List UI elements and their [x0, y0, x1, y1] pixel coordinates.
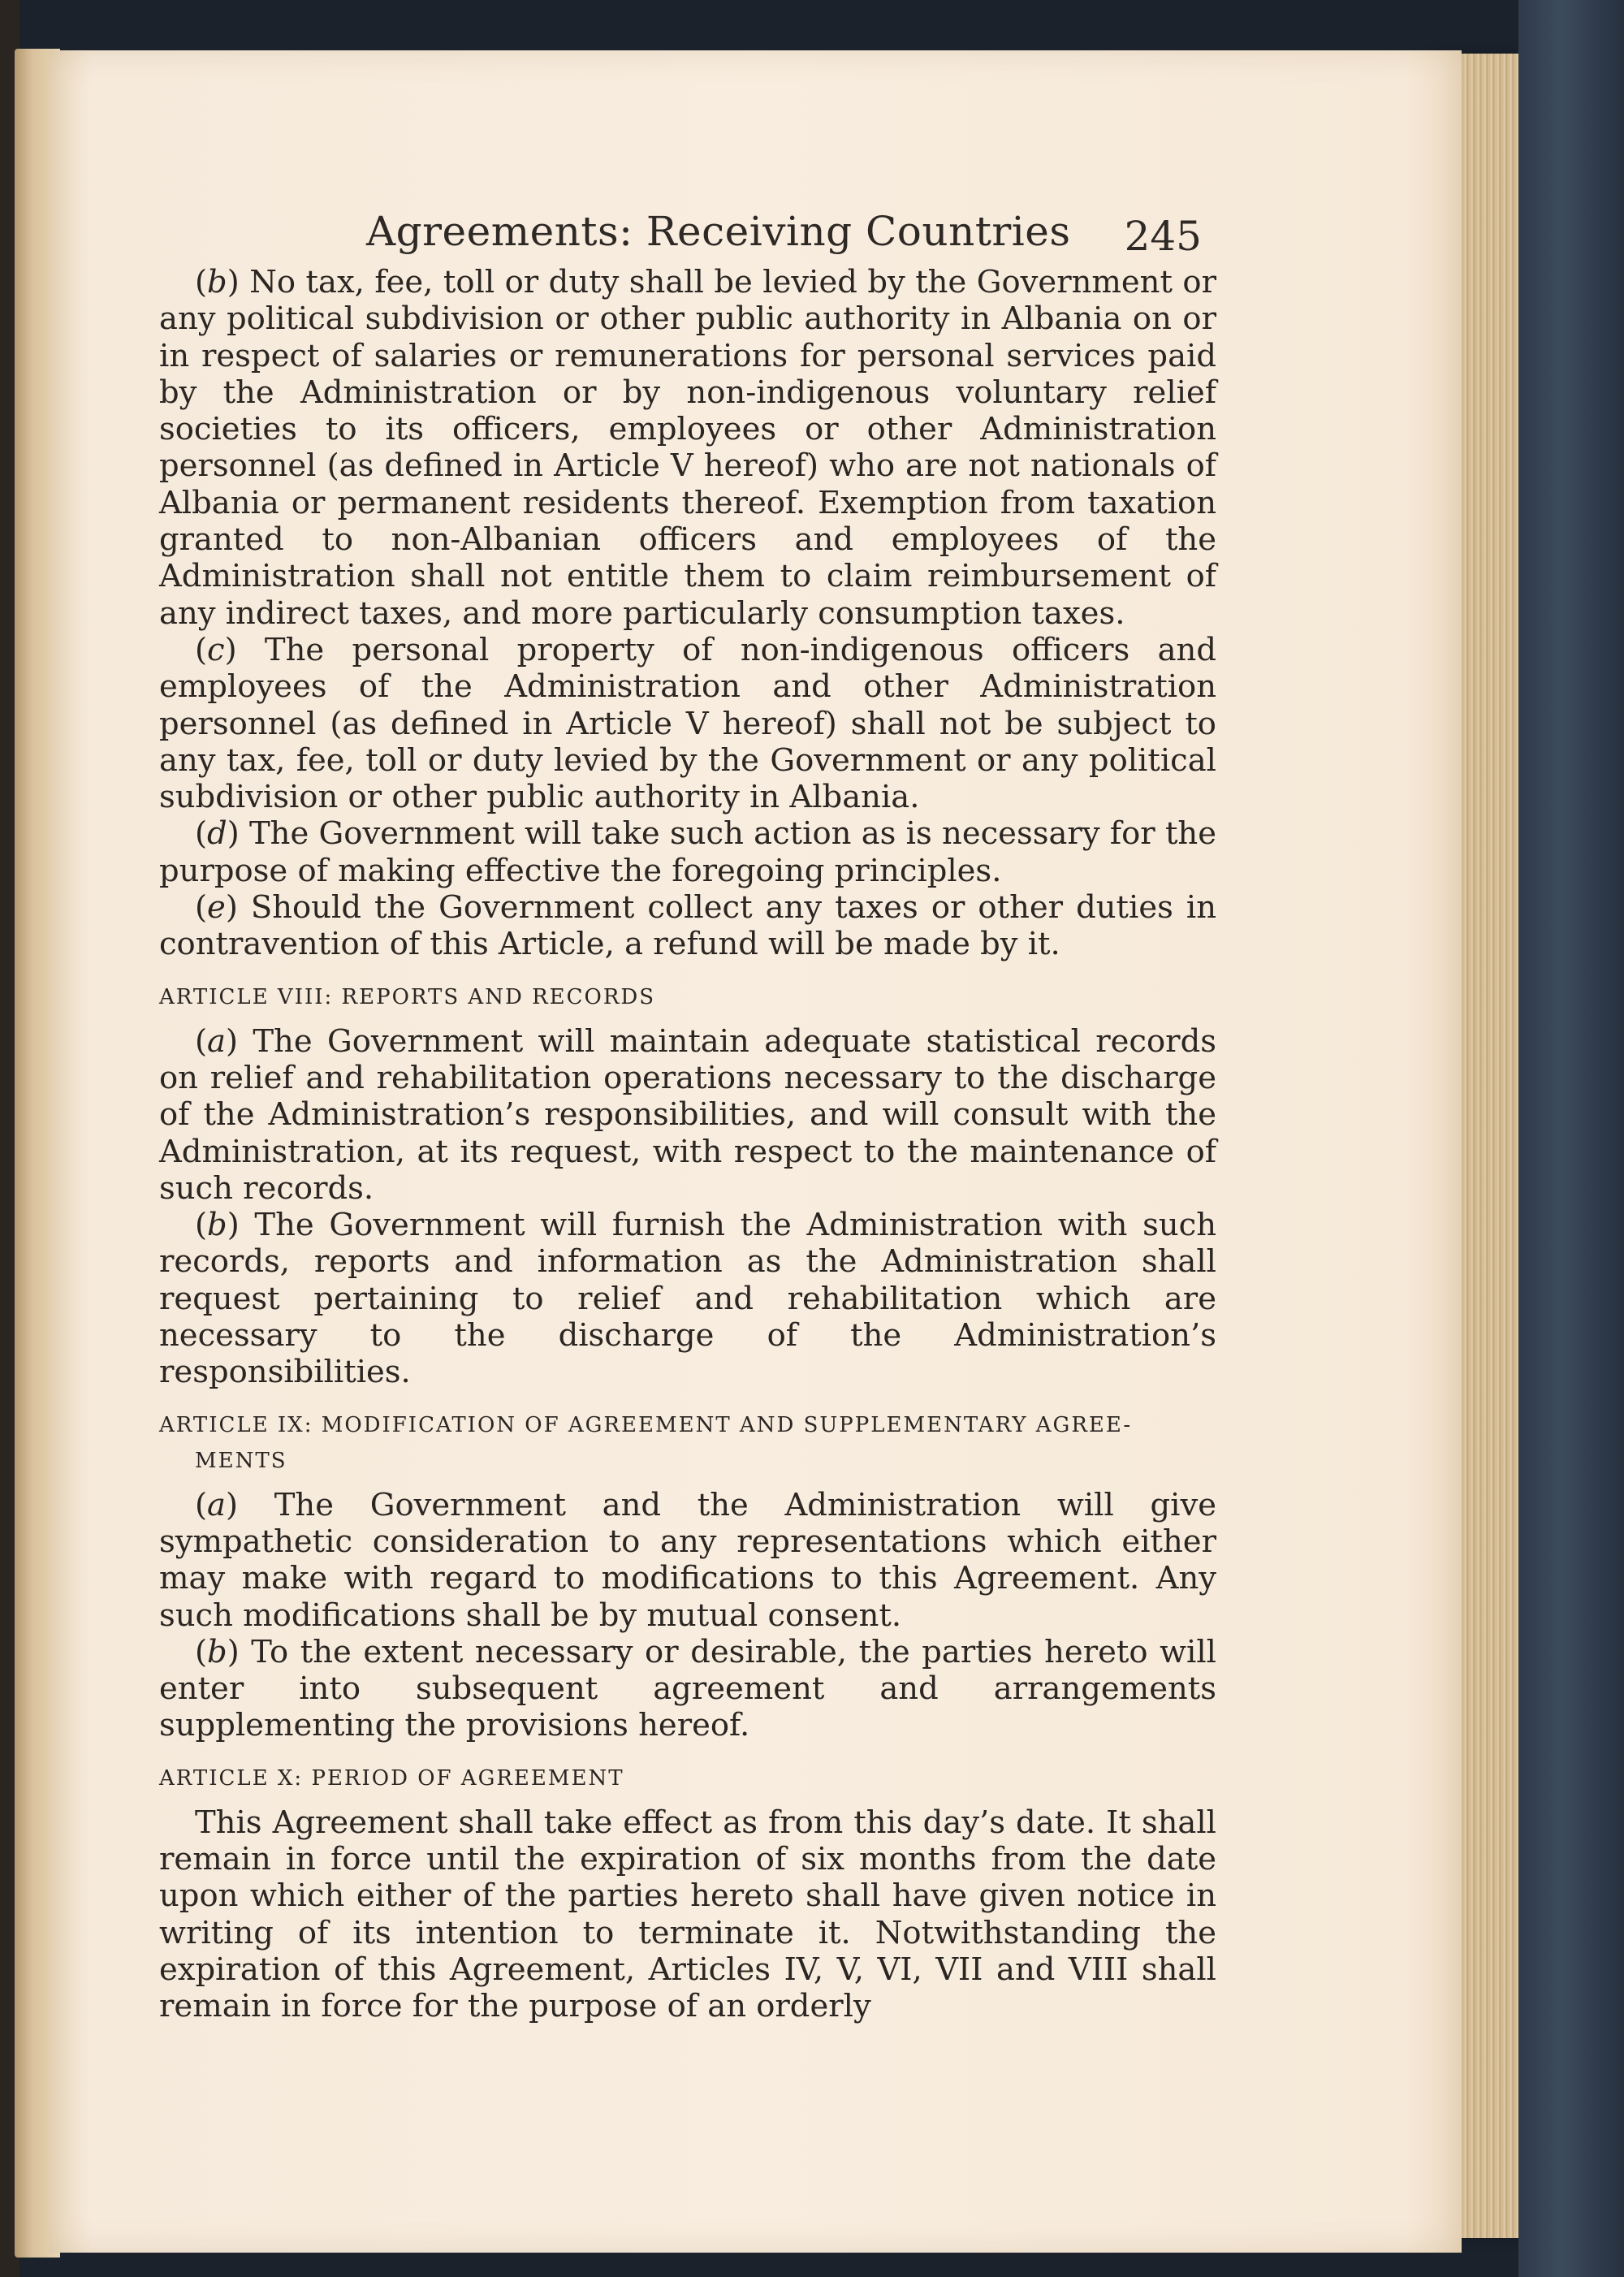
paragraph-label: d [207, 815, 227, 853]
article-ix-heading-line1: ARTICLE IX: MODIFICATION OF AGREEMENT AND SUPPLEMENTARY AGREE- [159, 1412, 1133, 1437]
article-ix-heading-line2: MENTS [195, 1448, 287, 1473]
paragraph-text: The Government will furnish the Administration with such records, reports and information as the Administration shall request pertaining to relief and rehabilitation which are necessary to the discharge of the Administration’s responsibilities. [159, 1207, 1216, 1391]
paragraph-vii-d: (d) The Government will take such action as is necessary for the purpose of making effective the foregoing principles. [159, 815, 1216, 889]
paragraph-text: The Government and the Administration will give sympathetic consideration to any representations which either may make with regard to modifications to this Agreement. Any such modifications shall be by mutual consent. [159, 1486, 1216, 1634]
paragraph-text: The Government will maintain adequate statistical records on relief and rehabilitation operations necessary to the discharge of the Administration’s responsibilities, and will consult with the Administration, at its request, with respect to the maintenance of such records. [159, 1022, 1216, 1207]
book-cover [1518, 0, 1624, 2277]
paragraph-text: The personal property of non-indigenous officers and employees of the Administration and other Administration personnel (as defined in Article V hereof) shall not be subject to any tax, fee, toll or duty levied by the Government or any political subdivision or other public authority in Albania. [159, 631, 1216, 816]
article-viii-heading: ARTICLE VIII: REPORTS AND RECORDS [159, 984, 656, 1009]
paragraph-label: a [207, 1486, 226, 1523]
paragraph-x: This Agreement shall take effect as from this day’s date. It shall remain in force until the expiration of six months from the date upon which either of the parties hereto shall have given notice in writing of its intention to terminate it. Notwithstanding the expiration of this Agreement, Articles IV, V, VI, VII and VIII shall remain in force for the purpose of an orderly [159, 1804, 1216, 2025]
paragraph-viii-a: (a) The Government will maintain adequate statistical records on relief and rehabilitation operations necessary to the discharge of the Administration’s responsibilities, and will consult with the Administration, at its request, with respect to the maintenance of such records. [159, 1022, 1216, 1207]
paragraph-ix-a: (a) The Government and the Administration will give sympathetic consideration to any representations which either may make with regard to modifications to this Agreement. Any such modifications shall be by mutual consent. [159, 1486, 1216, 1634]
paragraph-vii-b: (b) No tax, fee, toll or duty shall be levied by the Government or any political subdivision or other public authority in Albania on or in respect of salaries or remunerations for personal services paid by the Administration or by non-indigenous voluntary relief societies to its officers, employees or other Administration personnel (as defined in Article V hereof) who are not nationals of Albania or permanent residents thereof. Exemption from taxation granted to non-Albanian officers and employees of the Administration shall not entitle them to claim reimbursement of any indirect taxes, and more particularly consumption taxes. [159, 264, 1216, 632]
running-head [159, 207, 1216, 264]
running-title: Agreements: Receiving Countries [366, 208, 1071, 255]
paragraph-label: a [207, 1022, 226, 1060]
paragraph-viii-b: (b) The Government will furnish the Administration with such records, reports and information as the Administration shall request pertaining to relief and rehabilitation which are necessary to the discharge of the Administration’s responsibilities. [159, 1207, 1216, 1391]
paragraph-label: e [207, 889, 226, 927]
paragraph-label: b [207, 1633, 227, 1670]
paragraph-ix-b: (b) To the extent necessary or desirable, the parties hereto will enter into subsequent agreement and arrangements supplementing the provisions hereof. [159, 1633, 1216, 1744]
paragraph-vii-c: (c) The personal property of non-indigenous officers and employees of the Administration and other Administration personnel (as defined in Article V hereof) shall not be subject to any tax, fee, toll or duty levied by the Government or any political subdivision or other public authority in Albania. [159, 631, 1216, 816]
article-ix-heading [159, 1407, 1216, 1479]
page-number: 245 [1124, 213, 1202, 260]
paragraph-label: c [207, 631, 225, 668]
paragraph-text: No tax, fee, toll or duty shall be levied by the Government or any political subdivision or other public authority in Albania on or in respect of salaries or remunerations for personal services paid by the Administration or by non-indigenous voluntary relief societies to its officers, employees or other Administration personnel (as defined in Article V hereof) who are not nationals of Albania or permanent residents thereof. Exemption from taxation granted to non-Albanian officers and employees of the Administration shall not entitle them to claim reimbursement of any indirect taxes, and more particularly consumption taxes. [159, 264, 1216, 632]
article-x-heading: ARTICLE X: PERIOD OF AGREEMENT [159, 1765, 624, 1791]
paragraph-label: b [207, 264, 227, 300]
page-text [159, 207, 1216, 2024]
paragraph-text: The Government will take such action as is necessary for the purpose of making effective the foregoing principles. [159, 815, 1216, 889]
paragraph-label: b [207, 1207, 227, 1244]
paragraph-vii-e: (e) Should the Government collect any taxes or other duties in contravention of this Article, a refund will be made by it. [159, 889, 1217, 963]
paragraph-text: Should the Government collect any taxes or other duties in contravention of this Article, a refund will be made by it. [159, 889, 1217, 963]
paragraph-text: To the extent necessary or desirable, the parties hereto will enter into subsequent agreement and arrangements supplementing the provisions hereof. [159, 1633, 1216, 1744]
